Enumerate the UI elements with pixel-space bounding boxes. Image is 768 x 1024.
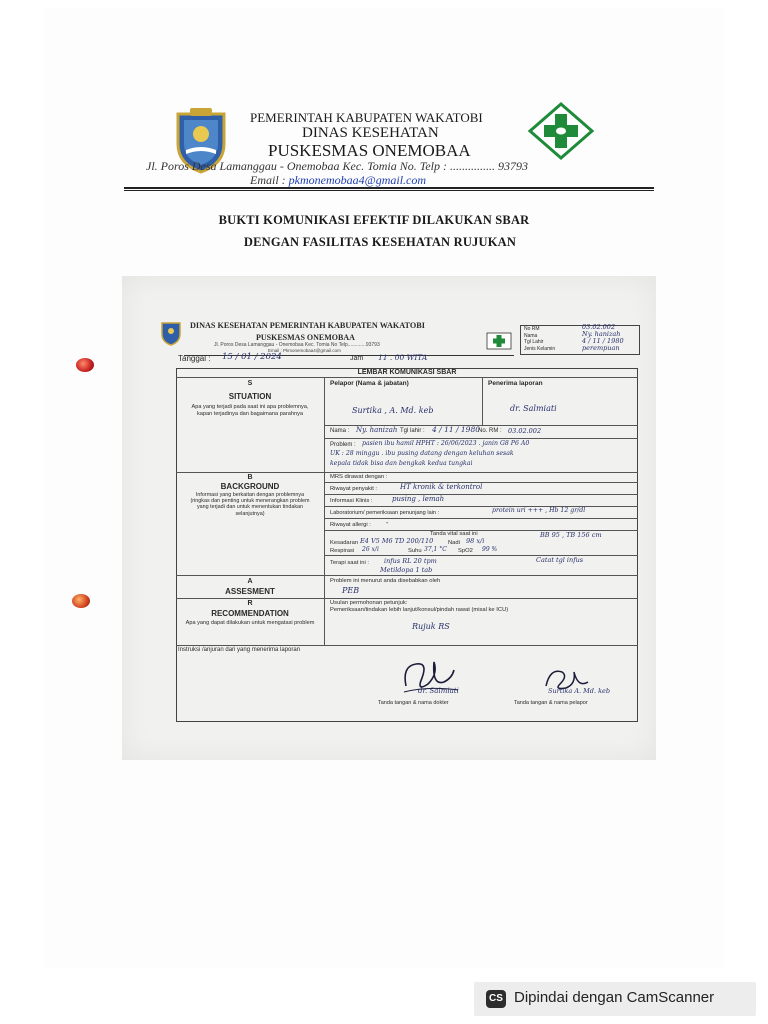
nama-value: Ny. hanizah <box>356 426 398 434</box>
respirasi-label: Respirasi <box>330 548 355 554</box>
assesment-end-line <box>176 598 638 599</box>
s-letter: S <box>247 380 253 387</box>
problem-cause-label: Problem ini menurut anda disebabkan oleh <box>330 578 441 584</box>
terapi-extra: Catat tgl infus <box>536 556 584 564</box>
problem-line1: pasien ibu hamil HPHT : 26/06/2023 . janin G8 P6 A0 <box>362 440 530 447</box>
orange-pin-icon <box>72 594 90 608</box>
tanggal-value: 15 / 01 / 2024 <box>222 352 282 362</box>
riwayat-penyakit-label: Riwayat penyakit : <box>330 486 378 492</box>
id-label-nama: Nama <box>524 332 538 339</box>
nadi-label: Nadi <box>448 540 460 546</box>
camscanner-logo-icon: CS <box>486 990 506 1008</box>
usulan-label: Usulan permohonan petunjuk: <box>330 600 408 606</box>
a-letter: A <box>247 578 253 585</box>
suhu-value: 37,1 °C <box>424 546 447 553</box>
form-header-email: Email : Pkmonemobaa4@gmail.com <box>268 348 341 353</box>
lab-label: Laboratorium/ pemeriksaan penunjang lain : <box>330 510 440 516</box>
tanggal-label: Tanggal : <box>178 354 211 363</box>
info-klinis-value: pusing , lemah <box>392 495 445 503</box>
info-klinis-label: Informasi Klinis : <box>330 498 373 504</box>
background-description: Informasi yang berkaitan dengan problemnya (ringkas dan penting untuk menerangkan problem yang terjadi dan untuk menentukan tindakan selanjutnya) <box>190 492 310 517</box>
recommendation-end-line <box>176 645 638 646</box>
b-letter: B <box>247 474 253 481</box>
tgl-lahir-value: 4 / 11 / 1980 <box>432 425 480 434</box>
nadi-value: 98 x/i <box>466 537 485 545</box>
form-header-address: Jl. Poros Desa Lamanggau - Onemobaa Kec. Tomia No Telp.............93793 <box>214 342 380 348</box>
background-title: BACKGROUND <box>220 482 280 491</box>
riwayat-penyakit-value: HT kronik & terkontrol <box>400 483 483 491</box>
problem-line2: UK : 28 minggu . ibu pusing datang dengan keluhan sesak <box>330 450 514 457</box>
norm-value: 03.02.002 <box>508 427 542 435</box>
email-value: pkmonemobaa4@gmail.com <box>288 173 427 187</box>
mrs-label: MRS dirawat dengan : <box>330 474 388 480</box>
suhu-label: Suhu <box>408 548 422 554</box>
letterhead-government: PEMERINTAH KABUPATEN WAKATOBI <box>250 110 483 125</box>
camscanner-text: Dipindai dengan CamScanner <box>514 989 715 1006</box>
alergi-value: - <box>386 519 389 527</box>
id-value-jk: perempuan <box>582 344 620 352</box>
respirasi-value: 26 x/i <box>362 546 379 553</box>
jam-value: 11 . 00 WITA <box>378 353 428 362</box>
usulan-sub: Pemeriksaan/tindakan lebih lanjut/konsul/pindah rawat (misal ke ICU) <box>330 607 509 613</box>
problem-line3: kepala tidak bisa dan bengkak kedua tungkai <box>330 460 473 467</box>
terapi-line1: infus RL 20 tpm <box>384 557 437 565</box>
problem-cause-value: PEB <box>342 586 360 595</box>
instruksi-label: Instruksi /anjuran dari yang menerima laporan <box>178 647 301 653</box>
vital-title: Tanda vital saat ini <box>430 531 478 537</box>
jam-label: Jam <box>350 355 364 362</box>
patient-id-labels <box>524 326 555 352</box>
nama-row-line <box>324 438 638 439</box>
id-value-tgl: 4 / 11 / 1980 <box>582 337 624 345</box>
pelapor-divider <box>482 377 483 425</box>
terapi-line2: Metildopa 1 tab <box>380 566 433 574</box>
camscanner-watermark <box>474 982 756 1016</box>
vital-row-line <box>324 555 638 556</box>
form-header-line1: DINAS KESEHATAN PEMERINTAH KABUPATEN WAKATOBI <box>190 321 425 330</box>
spo2-value: 99 % <box>482 546 498 553</box>
id-value-rm: 03.02.002 <box>582 323 616 331</box>
id-label-jk: Jenis Kelamin <box>524 345 556 352</box>
tgl-lahir-label: Tgl lahir : <box>400 428 425 434</box>
pelapor-value: Surtika , A. Md. keb <box>352 406 434 415</box>
pelapor-label: Pelapor (Nama & jabatan) <box>330 380 409 387</box>
document-title-line1: BUKTI KOMUNIKASI EFEKTIF DILAKUKAN SBAR <box>218 213 530 227</box>
lab-value: protein uri +++ , Hb 12 gr/dl <box>492 507 586 514</box>
riwayat-row-line <box>324 494 638 495</box>
assesment-title: ASSESMENT <box>225 587 275 596</box>
situation-end-line <box>176 472 638 473</box>
klinis-row-line <box>324 506 638 507</box>
letterhead-email <box>250 173 768 188</box>
form-header-line2: PUSKESMAS ONEMOBAA <box>256 333 355 342</box>
usulan-value: Rujuk RS <box>412 622 450 631</box>
kesadaran-label: Kesadaran <box>330 540 359 546</box>
recommendation-title: RECOMMENDATION <box>211 609 289 618</box>
penerima-value: dr. Salmiati <box>510 404 557 413</box>
id-value-nama: Ny. hanizah <box>582 330 621 338</box>
nama-label: Nama : <box>330 428 350 434</box>
sheet-title: LEMBAR KOMUNIKASI SBAR <box>357 369 457 376</box>
penerima-label: Penerima laporan <box>488 380 543 387</box>
bb-value: BB 95 , TB 156 cm <box>540 531 602 539</box>
small-crest-icon <box>160 320 182 346</box>
letterhead-department: DINAS KESEHATAN <box>302 125 439 141</box>
norm-label: No. RM : <box>478 428 502 434</box>
id-label-tgl: Tgl Lahir <box>524 339 544 345</box>
situation-title: SITUATION <box>228 392 272 401</box>
document-title-line2: DENGAN FASILITAS KESEHATAN RUJUKAN <box>243 235 517 249</box>
spo2-label: SpO2 <box>458 548 473 554</box>
doctor-sign-label: Tanda tangan & nama dokter <box>378 700 449 706</box>
small-green-cross-icon <box>486 332 512 350</box>
letterhead-rule-thick <box>124 187 654 189</box>
title-row-line <box>176 377 638 378</box>
left-column-divider <box>324 377 325 645</box>
reporter-sign-name: Surtika A. Md. keb <box>548 687 611 695</box>
background-end-line <box>176 575 638 576</box>
patient-id-values <box>582 324 624 352</box>
doctor-sign-name: dr. Salmiati <box>418 687 459 695</box>
reporter-sign-label: Tanda tangan & nama pelapor <box>514 700 588 706</box>
r-letter: R <box>247 600 253 607</box>
letterhead-clinic-name: PUSKESMAS ONEMOBAA <box>268 141 471 160</box>
recommendation-description: Apa yang dapat dilakukan untuk mengatasi problem <box>185 620 315 626</box>
letterhead-rule-thin <box>124 190 654 191</box>
id-label-rm: No RM <box>524 326 540 332</box>
problem-label: Problem : <box>330 442 356 448</box>
alergi-label: Riwayat allergi : <box>330 522 371 528</box>
letterhead-address: Jl. Poros Desa Lamanggau - Onemobaa Kec. Tomia No. Telp : ............... 93793 <box>146 159 529 173</box>
terapi-label: Terapi saat ini : <box>330 560 369 566</box>
kesadaran-value: E4 V5 M6 TD 200/110 <box>360 537 434 545</box>
lab-row-line <box>324 518 638 519</box>
situation-description: Apa yang terjadi pada saat ini apa problemnya, kapan terjadinya dan bagaimana parahnya <box>191 404 309 417</box>
email-label: Email : <box>250 173 286 187</box>
